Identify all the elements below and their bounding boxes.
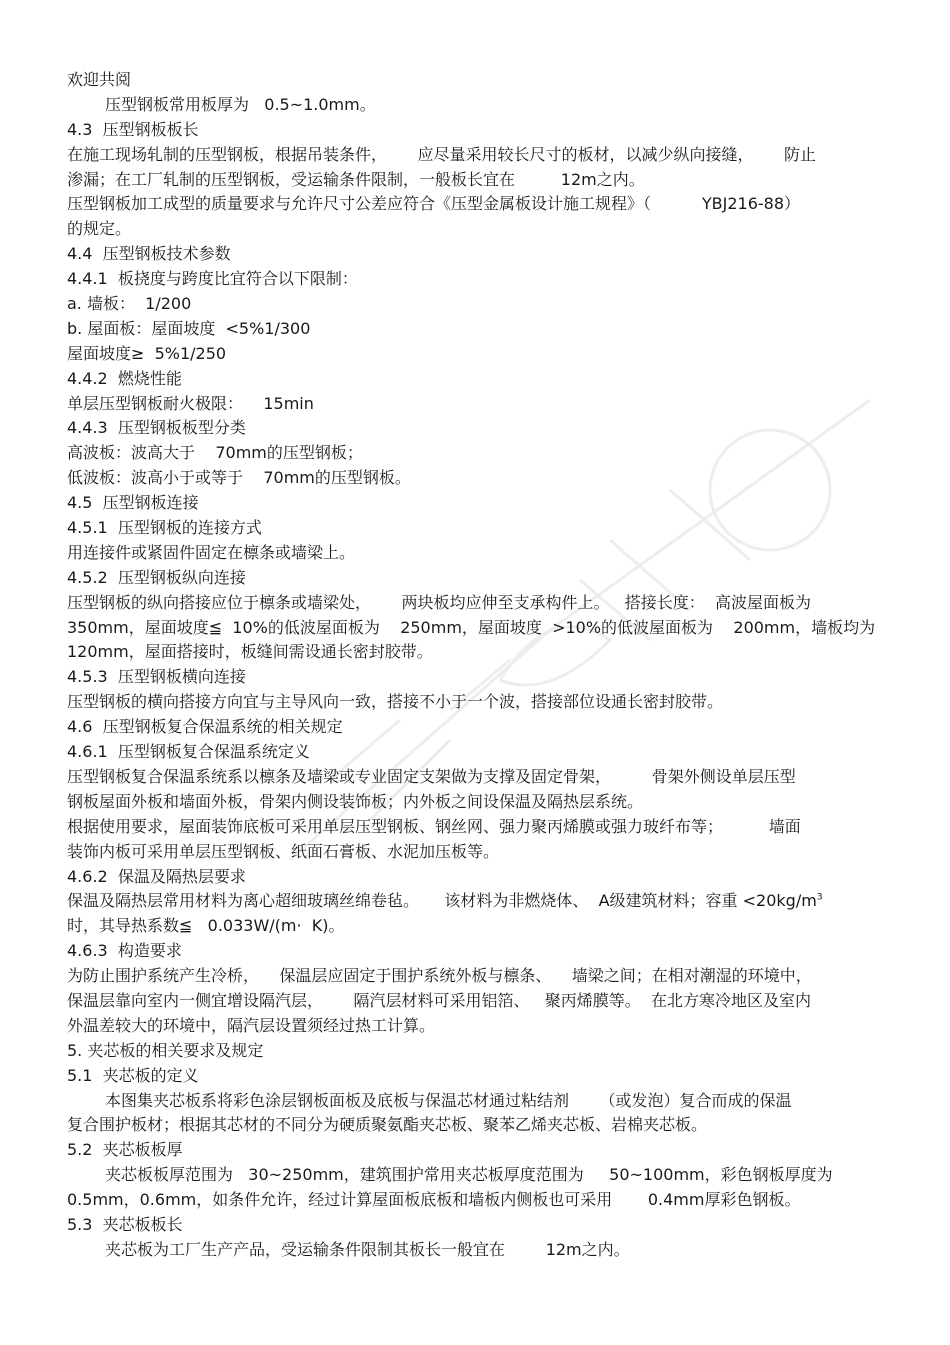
text-line xyxy=(67,342,885,367)
text-line xyxy=(67,168,885,193)
text-line-content: 夹芯板板厚范围为 30~250mm，建筑围护常用夹芯板厚度范围为 50~100mm，彩色钢板厚度为 xyxy=(105,1165,833,1185)
text-line xyxy=(67,690,885,715)
text-line-content: 单层压型钢板耐火极限： 15min xyxy=(67,393,314,413)
text-line-content: 350mm，屋面坡度≦ 10%的低波屋面板为 250mm，屋面坡度 >10%的低波屋面板为 200mm，墙板均为 xyxy=(67,617,876,637)
text-line-content: 4.5 压型钢板连接 xyxy=(67,493,199,513)
text-line xyxy=(67,665,885,690)
text-line xyxy=(67,392,885,417)
text-line-content: 压型钢板常用板厚为 0.5~1.0mm。 xyxy=(105,94,376,114)
text-line xyxy=(67,740,885,765)
text-line xyxy=(67,1238,885,1263)
text-line-content: 压型钢板加工成型的质量要求与允许尺寸公差应符合《压型金属板设计施工规程》（ YBJ216-88） xyxy=(67,194,801,214)
text-line-content: 时，其导热系数≦ 0.033W/(m· K)。 xyxy=(67,916,345,936)
text-line-content: 夹芯板为工厂生产产品，受运输条件限制其板长一般宜在 12m之内。 xyxy=(105,1239,630,1259)
text-line-content: 4.6 压型钢板复合保温系统的相关规定 xyxy=(67,717,343,737)
text-line-content: 4.5.2 压型钢板纵向连接 xyxy=(67,567,246,587)
text-line xyxy=(67,416,885,441)
header-text: 欢迎共阅 xyxy=(67,70,132,89)
text-line xyxy=(67,292,885,317)
text-line-content: 在施工现场轧制的压型钢板，根据吊装条件， 应尽量采用较长尺寸的板材，以减少纵向接缝， 防止 xyxy=(67,144,817,164)
text-line-content: 低波板：波高小于或等于 70mm的压型钢板。 xyxy=(67,468,411,488)
text-line xyxy=(67,143,885,168)
text-line xyxy=(67,441,885,466)
text-line xyxy=(67,93,885,118)
text-line xyxy=(67,616,885,641)
text-line xyxy=(67,1014,885,1039)
text-line xyxy=(67,317,885,342)
text-line-content: b. 屋面板：屋面坡度 <5%1/300 xyxy=(67,318,311,338)
document-body xyxy=(67,68,885,1263)
text-line xyxy=(67,267,885,292)
text-line-content: 4.4.1 板挠度与跨度比宜符合以下限制： xyxy=(67,269,358,289)
superscript: 3 xyxy=(816,893,823,904)
text-line xyxy=(67,192,885,217)
text-line xyxy=(67,1064,885,1089)
text-line-content: 5.2 夹芯板板厚 xyxy=(67,1140,183,1160)
text-line-content: 120mm，屋面搭接时，板缝间需设通长密封胶带。 xyxy=(67,642,433,662)
text-line-content: 4.5.3 压型钢板横向连接 xyxy=(67,667,246,687)
text-line xyxy=(67,765,885,790)
text-line-content: 5.3 夹芯板板长 xyxy=(67,1214,183,1234)
text-line xyxy=(67,217,885,242)
text-line-content: 渗漏；在工厂轧制的压型钢板，受运输条件限制，一般板长宜在 12m之内。 xyxy=(67,169,645,189)
text-line-content: 屋面坡度≥ 5%1/250 xyxy=(67,343,227,363)
text-line-content: 压型钢板的横向搭接方向宜与主导风向一致，搭接不小于一个波，搭接部位设通长密封胶带。 xyxy=(67,692,724,712)
text-line xyxy=(67,118,885,143)
text-line-content: 高波板：波高大于 70mm的压型钢板； xyxy=(67,443,363,463)
text-line xyxy=(67,914,885,939)
text-line xyxy=(67,1213,885,1238)
text-line xyxy=(67,715,885,740)
text-line-content: 4.6.3 构造要求 xyxy=(67,941,182,961)
text-line xyxy=(67,840,885,865)
text-line xyxy=(67,964,885,989)
text-line-content: 用连接件或紧固件固定在檩条或墙梁上。 xyxy=(67,542,356,562)
text-line-content: 本图集夹芯板系将彩色涂层钢板面板及底板与保温芯材通过粘结剂 （或发泡）复合而成的保温 xyxy=(105,1090,792,1110)
text-line xyxy=(67,1188,885,1213)
text-line-content: 保温及隔热层常用材料为离心超细玻璃丝绵卷毡。 该材料为非燃烧体、 A级建筑材料；容重 <20kg/m xyxy=(67,891,817,911)
text-line-content: 4.4.3 压型钢板板型分类 xyxy=(67,418,246,438)
text-line xyxy=(67,242,885,267)
text-line-content: 的规定。 xyxy=(67,219,132,239)
text-line xyxy=(67,1113,885,1138)
text-line xyxy=(67,466,885,491)
text-line xyxy=(67,1138,885,1163)
text-line xyxy=(67,491,885,516)
text-line xyxy=(67,1163,885,1188)
text-line xyxy=(67,865,885,890)
text-line-content: 保温层靠向室内一侧宜增设隔汽层， 隔汽层材料可采用铝箔、 聚丙烯膜等。 在北方寒冷地区及室内 xyxy=(67,990,811,1010)
text-line xyxy=(67,939,885,964)
text-line xyxy=(67,815,885,840)
text-line xyxy=(67,889,885,914)
text-line xyxy=(67,790,885,815)
text-line-content: 4.4 压型钢板技术参数 xyxy=(67,244,231,264)
text-line xyxy=(67,516,885,541)
text-line xyxy=(67,367,885,392)
text-line xyxy=(67,640,885,665)
text-line xyxy=(67,591,885,616)
text-line-content: 复合围护板材；根据其芯材的不同分为硬质聚氨酯夹芯板、聚苯乙烯夹芯板、岩棉夹芯板。 xyxy=(67,1115,708,1135)
text-line-content: 装饰内板可采用单层压型钢板、纸面石膏板、水泥加压板等。 xyxy=(67,841,500,861)
text-line-content: 5. 夹芯板的相关要求及规定 xyxy=(67,1040,264,1060)
text-line-content: 4.6.2 保温及隔热层要求 xyxy=(67,866,246,886)
text-line-content: 4.5.1 压型钢板的连接方式 xyxy=(67,518,262,538)
text-line xyxy=(67,1089,885,1114)
text-line-content: 4.3 压型钢板板长 xyxy=(67,119,199,139)
text-line xyxy=(67,989,885,1014)
text-line-content: 压型钢板复合保温系统系以檩条及墙梁或专业固定支架做为支撑及固定骨架， 骨架外侧设单层压型 xyxy=(67,766,796,786)
text-line-content: 钢板屋面外板和墙面外板，骨架内侧设装饰板；内外板之间设保温及隔热层系统。 xyxy=(67,791,644,811)
text-line xyxy=(67,541,885,566)
text-line-content: 0.5mm，0.6mm，如条件允许，经过计算屋面板底板和墙板内侧板也可采用 0.4mm厚彩色钢板。 xyxy=(67,1190,801,1210)
text-line-content: 4.4.2 燃烧性能 xyxy=(67,368,182,388)
text-line-content: 外温差较大的环境中，隔汽层设置须经过热工计算。 xyxy=(67,1015,436,1035)
text-line-content: 4.6.1 压型钢板复合保温系统定义 xyxy=(67,742,310,762)
text-line-content: 压型钢板的纵向搭接应位于檩条或墙梁处， 两块板均应伸至支承构件上。 搭接长度： 高波屋面板为 xyxy=(67,592,811,612)
text-line xyxy=(67,1039,885,1064)
text-line-content: 为防止围护系统产生冷桥， 保温层应固定于围护系统外板与檩条、 墙梁之间；在相对潮湿的环境中， xyxy=(67,966,812,986)
text-line xyxy=(67,566,885,591)
text-line-content: 5.1 夹芯板的定义 xyxy=(67,1065,199,1085)
text-line-content: a. 墙板： 1/200 xyxy=(67,294,192,314)
text-line-content: 根据使用要求，屋面装饰底板可采用单层压型钢板、钢丝网、强力聚丙烯膜或强力玻纤布等； 墙面 xyxy=(67,816,801,836)
